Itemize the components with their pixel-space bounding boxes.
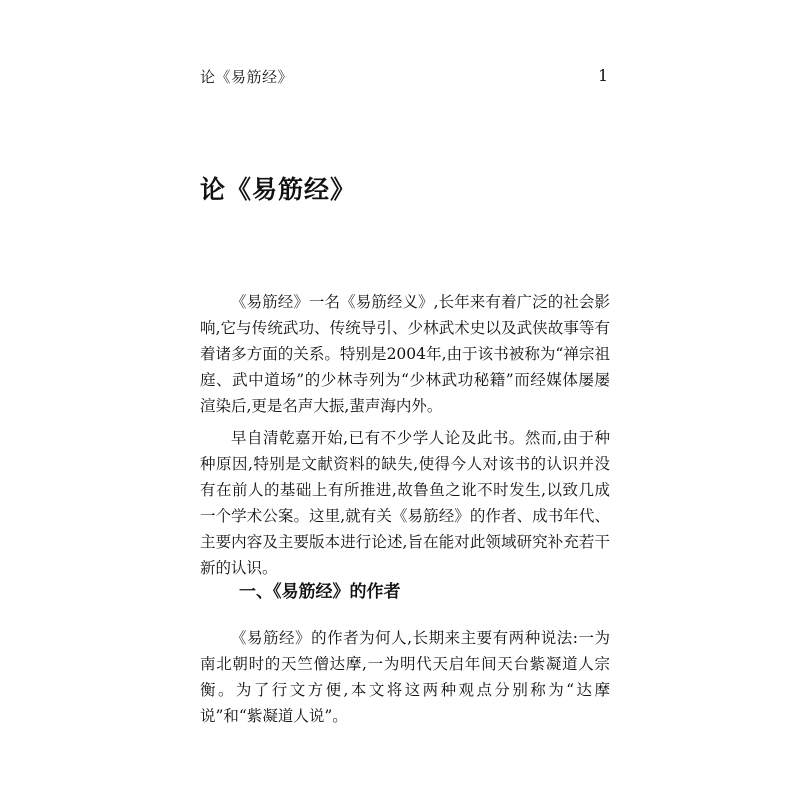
body-paragraph-3: 《易筋经》的作者为何人,长期来主要有两种说法:一为南北朝时的天竺僧达摩,一为明代天启年间天台紫凝道人宗衡。为了行文方便,本文将这两种观点分别称为“达摩说”和“紫凝道人说”。: [200, 629, 610, 725]
page-number: 1: [598, 66, 609, 85]
body-paragraph-2: 早自清乾嘉开始,已有不少学人论及此书。然而,由于种种原因,特别是文献资料的缺失,使得今人对该书的认识并没有在前人的基础上有所推进,故鲁鱼之讹不时发生,以致几成一个学术公案。这里,就有关《易筋经》的作者、成书年代、主要内容及主要版本进行论述,旨在能对此领域研究补充若干新的认识。: [200, 429, 610, 577]
body-paragraph-1: 《易筋经》一名《易筋经义》,长年来有着广泛的社会影响,它与传统武功、传统导引、少林武术史以及武侠故事等有着诸多方面的关系。特别是2004年,由于该书被称为“禅宗祖庭、武中道场”的少林寺列为“少林武功秘籍”而经媒体屡屡渲染后,更是名声大振,蜚声海内外。: [200, 293, 610, 415]
section-heading: 一、《易筋经》的作者: [239, 582, 401, 602]
running-header-title: 论《易筋经》: [200, 68, 294, 86]
chapter-title: 论《易筋经》: [200, 175, 357, 204]
